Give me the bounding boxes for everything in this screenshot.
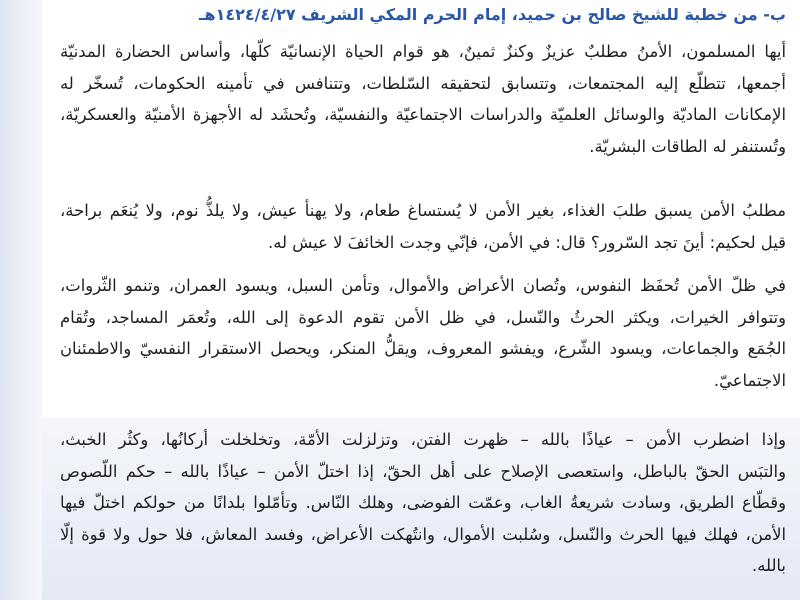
paragraph-line: أيها المسلمون، الأمنُ مطلبٌ عزيزٌ وكنزٌ ثمينٌ، هو قوام الحياة الإنسانيّة كلّها، وأساس الحضارة المدنيّة: [60, 42, 786, 61]
paragraph-line: مطلبُ الأمن يسبق طلبَ الغذاء، بغير الأمن لا يُستساغ طعام، ولا يهنأ عيش، ولا يلذُّ نوم، ولا يُنعَم براحة،: [60, 201, 786, 220]
paragraph-line: وإذا اضطرب الأمن – عياذًا بالله – ظهرت الفتن، وتزلزلت الأمّة، وتخلخلت أركانُها، وكثُر الخبث،: [60, 430, 786, 449]
paragraph-line: بالله.: [752, 556, 786, 575]
paragraph-line: وتُستنفر له الطاقات البشريّة.: [589, 136, 786, 156]
paragraph-line: قيل لحكيم: أينَ تجد السّرور؟ قال: في الأمن، فإنّي وجدت الخائفَ لا عيش له.: [268, 232, 786, 252]
paragraph-line: الأمن، فهلك فيها الحرث والنّسل، وسُلبت الأموال، وانتُهكت الأعراض، وفسد المعاش، فلا حول ولا قوة إلّا: [60, 524, 786, 544]
paragraph-line: الإمكانات الماديّة والوسائل العلميّة والدراسات الاجتماعيّة والنفسيّة، وتُحشَد له الأجهزة الأمنيّة والعسكريّة،: [60, 105, 786, 124]
paragraph-line: وقطّاع الطريق، وسادت شريعةُ الغاب، وعمّت الفوضى، وهلك النّاس. وتأمّلوا بلدانًا من حولكم اختلّ فيها: [60, 493, 786, 512]
paragraph-line: أجمعها، تتطلّع إليه المجتمعات، وتتسابق لتحقيقه السّلطات، وتتنافس في تأمينه الحكومات، تُسخّر له: [60, 73, 786, 93]
paragraph-line: الجُمَع والجماعات، ويسود الشّرع، ويفشو المعروف، ويقلُّ المنكر، ويحصل الاستقرار النفسيّ والاطمئنان: [60, 339, 786, 358]
paragraph-4: [60, 424, 786, 582]
paragraph-2: [60, 195, 786, 258]
paragraph-line: الاجتماعيّ.: [713, 370, 786, 390]
paragraph-1: [60, 36, 786, 162]
paragraph-line: وتتوافر الخيرات، ويكثر الحرثُ والنّسل، في ظل الأمن تقوم الدعوة إلى الله، وتُعمَر المساجد، وتُقام: [60, 307, 786, 327]
sermon-heading: ب- من خطبة للشيخ صالح بن حميد، إمام الحرم المكي الشريف ١٤٢٤/٤/٢٧هـ: [199, 5, 786, 24]
paragraph-3: [60, 270, 786, 396]
paragraph-line: والتبَس الحقّ بالباطل، واستعصى الإصلاح على أهل الحقّ، إذا اختلّ الأمن – عياذًا بالله – حكم اللّصوص: [60, 461, 786, 481]
paragraph-line: في ظلّ الأمن تُحفَظ النفوس، وتُصان الأعراض والأموال، وتأمن السبل، ويسود العمران، وتنمو الثّروات،: [60, 276, 786, 295]
page-margin-shade: [0, 0, 42, 600]
